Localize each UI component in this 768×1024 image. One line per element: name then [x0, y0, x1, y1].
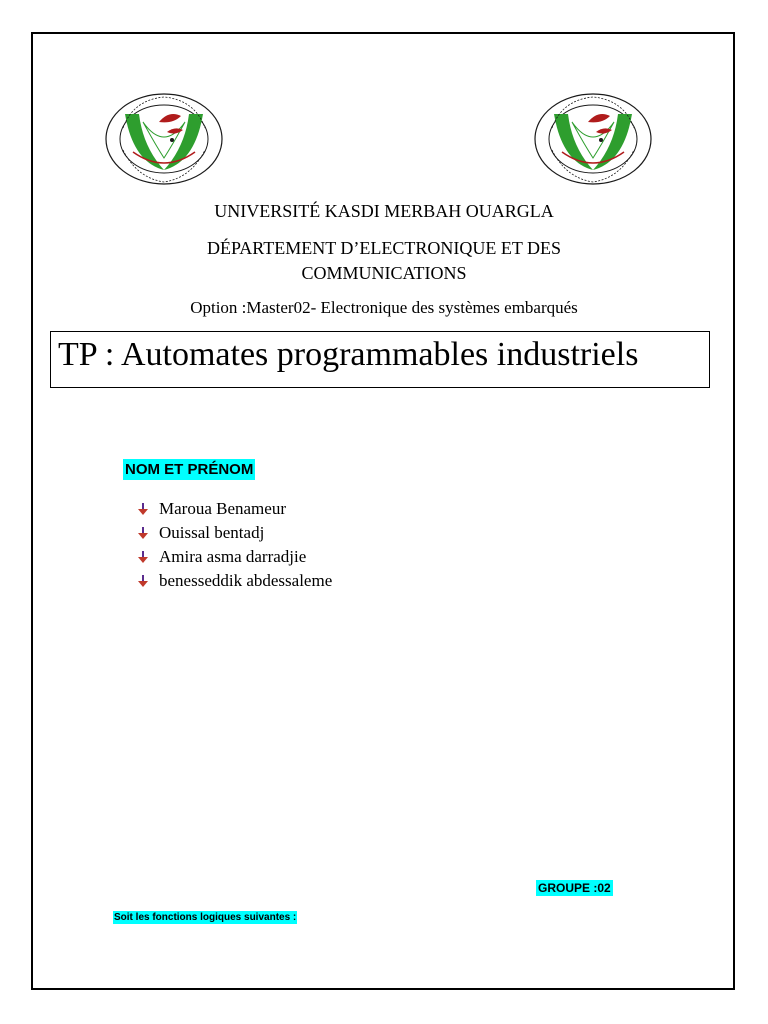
intro-text: Soit les fonctions logiques suivantes :: [114, 912, 297, 923]
list-item: [136, 569, 332, 593]
members-list: [136, 497, 332, 593]
arrow-down-bullet-icon: [136, 549, 152, 565]
arrow-down-bullet-icon: [136, 525, 152, 541]
group-label: GROUPE :02: [538, 881, 611, 895]
list-item: [136, 497, 332, 521]
list-item: [136, 521, 332, 545]
list-item: [136, 545, 332, 569]
department-line-2: COMMUNICATIONS: [301, 263, 467, 283]
title-box: [50, 331, 710, 388]
arrow-down-bullet-icon: [136, 573, 152, 589]
member-name: Amira asma darradjie: [159, 547, 307, 566]
university-logo-icon: [532, 92, 654, 187]
university-logo-left: [103, 92, 225, 187]
member-name: Ouissal bentadj: [159, 523, 265, 542]
document-title: TP : Automates programmables industriels: [58, 336, 639, 373]
option-line: Option :Master02- Electronique des systèmes embarqués: [190, 298, 578, 317]
member-name: benesseddik abdessaleme: [159, 571, 333, 590]
members-heading: NOM ET PRÉNOM: [125, 461, 254, 478]
department-line-1: DÉPARTEMENT D’ELECTRONIQUE ET DES: [206, 238, 562, 258]
university-logo-icon: [103, 92, 225, 187]
university-name: UNIVERSITÉ KASDI MERBAH OUARGLA: [214, 201, 554, 221]
arrow-down-bullet-icon: [136, 501, 152, 517]
member-name: Maroua Benameur: [159, 499, 286, 518]
university-logo-right: [532, 92, 654, 187]
department-name: [0, 236, 768, 286]
